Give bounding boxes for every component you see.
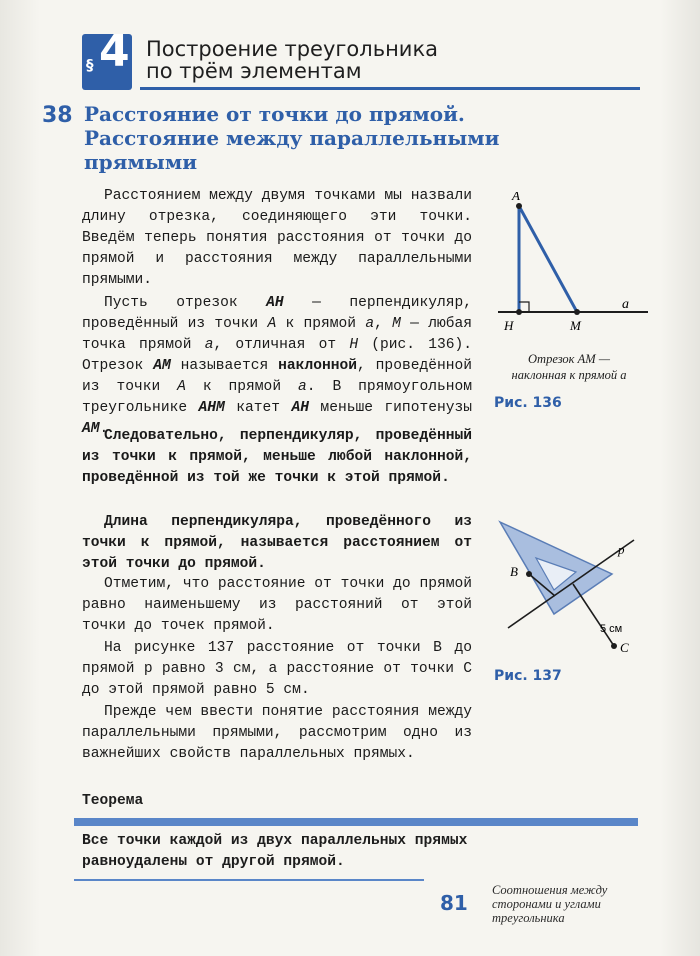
p2-var: A [267, 316, 277, 332]
label-M: M [570, 318, 581, 333]
p2-text: катет [224, 400, 292, 416]
label-A: A [512, 192, 520, 203]
footer-note [492, 883, 652, 925]
chapter-title [146, 38, 466, 82]
p2-var: AM [82, 421, 100, 437]
paragraph-3: Следовательно, перпендикуляр, проведённый из точки к прямой, меньше любой наклонной, проведённой из той же точки к этой прямой. [82, 428, 472, 486]
p2-var: a [298, 379, 307, 395]
section-sign: § [86, 56, 94, 74]
paragraph-7: Прежде чем ввести понятие расстояния между параллельными прямыми, рассмотрим одно из важнейших свойств параллельных прямых. [82, 704, 472, 762]
topic-title-line1: Расстояние от точки до прямой. [84, 102, 465, 126]
footer-note-line1: Соотношения между [492, 883, 608, 897]
label-p: p [618, 542, 625, 557]
topic-number: 38 [42, 103, 73, 128]
p2-text: . В прямоугольном треугольнике [82, 379, 472, 416]
figure-137-label: Рис. 137 [494, 668, 562, 684]
label-line-a: a [622, 297, 629, 312]
figure-136-diagram [494, 192, 654, 337]
paragraph-6: На рисунке 137 расстояние от точки B до прямой p равно 3 см, а расстояние от точки C до этой прямой равно 5 см. [82, 640, 472, 698]
point-A-dot [516, 203, 522, 209]
topic-title-line3: прямыми [84, 150, 198, 174]
p2-text: , отличная от [213, 337, 350, 353]
paragraph-4-definition: Длина перпендикуляра, проведённого из точки к прямой, называется расстоянием от этой точки до прямой. [82, 514, 472, 572]
p2-var: A [177, 379, 186, 395]
point-C-dot [611, 643, 617, 649]
segment-AM [519, 206, 577, 312]
p2-var: AM [153, 358, 171, 374]
p2-text: Пусть отрезок [104, 295, 267, 311]
topic-title-line2: Расстояние между параллельными [84, 126, 500, 150]
label-B: B [510, 564, 518, 579]
paragraph-1: Расстоянием между двумя точками мы назвали длину отрезка, соединяющего эти точки. Введём теперь понятия расстояния от точки до прямой и расстояния между параллельными прямыми. [82, 188, 472, 288]
section-number: 4 [99, 26, 130, 77]
point-H-dot [516, 309, 522, 315]
topic-title [84, 102, 504, 174]
p2-text: называется [170, 358, 279, 374]
perpendicular-C [573, 584, 614, 646]
page-number: 81 [440, 891, 468, 915]
p2-text: — перпендикуляр, проведённый из точки [82, 295, 472, 332]
paragraph-5: Отметим, что расстояние от точки до прямой равно наименьшему из расстояний от этой точки до точек прямой. [82, 576, 472, 634]
p2-text: к прямой [276, 316, 366, 332]
caption-line2: наклонная к прямой a [511, 368, 627, 382]
p2-var: H [349, 337, 359, 353]
p2-text: , проведённой из точки [82, 358, 473, 395]
theorem-bar [74, 818, 638, 826]
p2-var: AHM [198, 400, 225, 416]
point-B-dot [526, 571, 532, 577]
p2-text: — любая точка прямой [82, 316, 472, 353]
p2-var: M [392, 316, 401, 332]
p2-text: меньше гипотенузы [309, 400, 472, 416]
label-C: C [620, 640, 629, 655]
figure-136-caption [494, 351, 644, 383]
label-H: H [504, 318, 514, 333]
paragraph-2 [82, 293, 472, 440]
footer-note-line2: сторонами и углами [492, 897, 601, 911]
chapter-title-line2: по трём элементам [146, 59, 362, 83]
figure-137-diagram [492, 518, 642, 663]
p2-var: a [204, 337, 214, 353]
p2-term: наклонной [278, 358, 357, 374]
p2-text: (рис. 136). Отрезок [82, 337, 473, 374]
header-divider [140, 87, 640, 90]
p2-var: AH [291, 400, 309, 416]
label-distance: 5 см [600, 623, 623, 635]
theorem-underline [74, 879, 424, 881]
figure-136-label: Рис. 136 [494, 395, 562, 411]
p2-text: к прямой [185, 379, 299, 395]
theorem-text: Все точки каждой из двух параллельных прямых равноудалены от другой прямой. [82, 833, 468, 870]
theorem-label: Теорема [82, 793, 144, 809]
footer-note-line3: треугольника [492, 911, 565, 925]
p2-text: . [99, 421, 109, 437]
p2-var: AH [266, 295, 284, 311]
point-M-dot [574, 309, 580, 315]
p2-text: , [374, 316, 393, 332]
caption-line1: Отрезок AM — [528, 352, 610, 366]
p2-var: a [365, 316, 375, 332]
chapter-title-line1: Построение треугольника [146, 37, 439, 61]
